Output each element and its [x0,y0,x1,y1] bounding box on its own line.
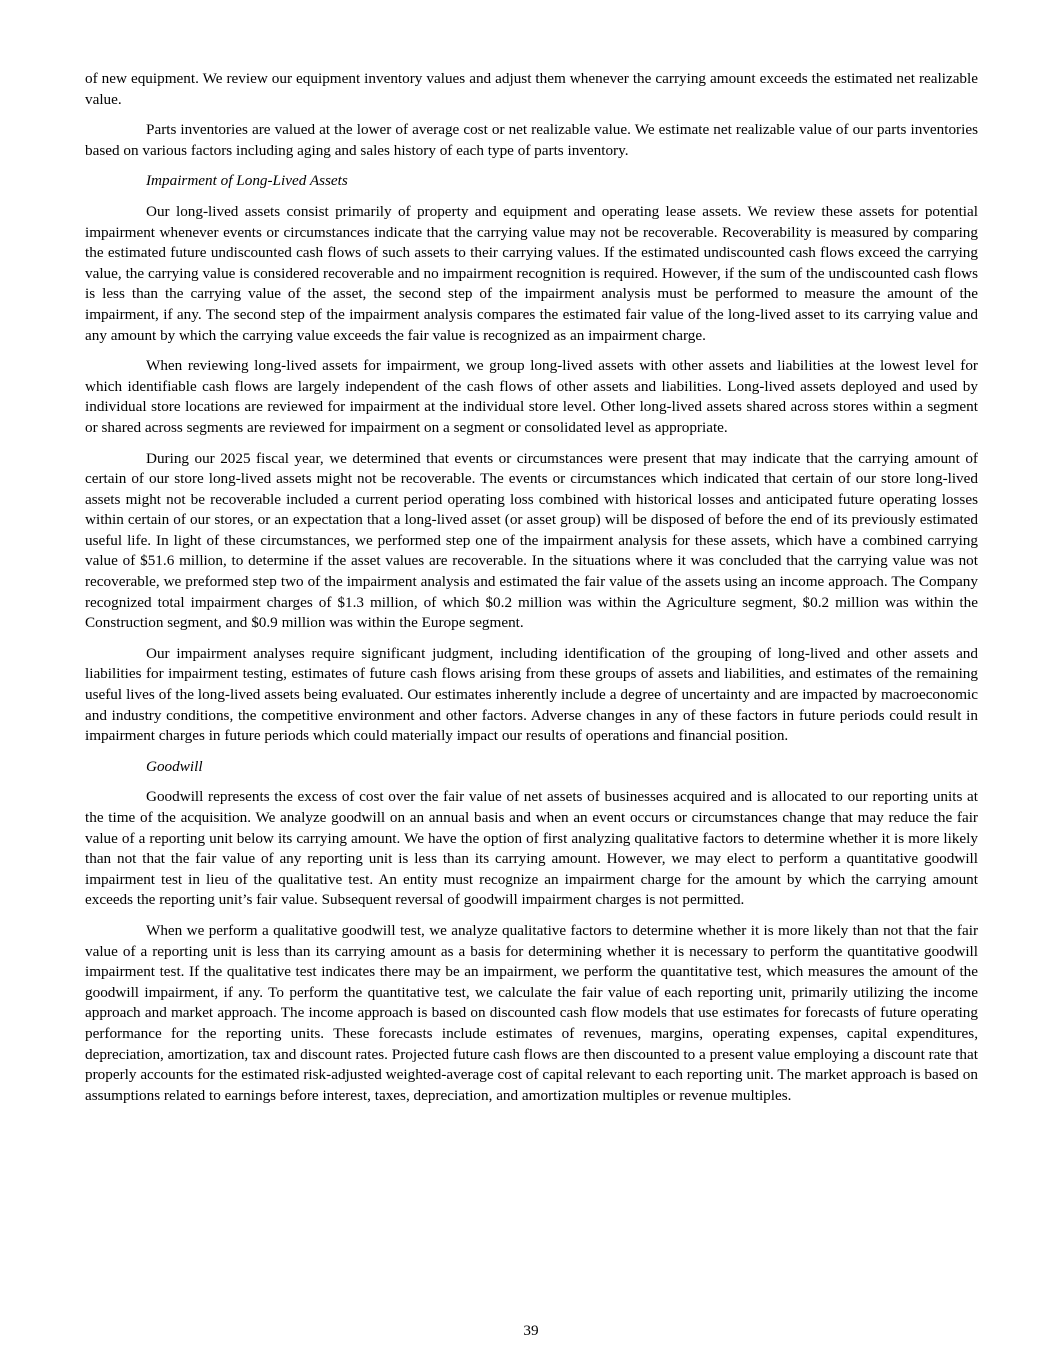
section-heading-impairment-long-lived-assets: Impairment of Long-Lived Assets [146,172,348,190]
paragraph-parts-inventories: Parts inventories are valued at the lower of average cost or net realizable value. We estimate net realizable value of our parts inventories based on various factors including aging and sales history of each type of parts inventory. [85,121,978,159]
paragraph-qualitative-goodwill-test: When we perform a qualitative goodwill test, we analyze qualitative factors to determine whether it is more likely than not that the fair value of a reporting unit is less than its carrying amount as a basis for determining whether it is necessary to perform the quantitative goodwill impairment test. If the qualitative test indicates there may be an impairment, we perform the quantitative test, which measures the amount of the goodwill impairment, if any. To perform the quantitative test, we calculate the fair value of each reporting unit, primarily utilizing the income approach and market approach. The income approach is based on discounted cash flow models that use estimates for forecasts of future operating performance for the reporting units. These forecasts include estimates of revenues, margins, operating expenses, capital expenditures, depreciation, amortization, tax and discount rates. Projected future cash flows are then discounted to a present value employing a discount rate that properly accounts for the estimated risk-adjusted weighted-average cost of capital relevant to each reporting unit. The market approach is based on assumptions related to earnings before interest, taxes, depreciation, and amortization multiples or revenue multiples. [85,921,978,1104]
paragraph-long-lived-assets: Our long-lived assets consist primarily of property and equipment and operating lease assets. We review these assets for potential impairment whenever events or circumstances indicate that the carrying value may not be recoverable. Recoverability is measured by comparing the estimated future undiscounted cash flows of such assets to their carrying values. If the estimated undiscounted cash flows exceed the carrying value, the carrying value is considered recoverable and no impairment recognition is required. However, if the sum of the undiscounted cash flows is less than the carrying value of the asset, the second step of the impairment analysis must be performed to measure the amount of the impairment, if any. The second step of the impairment analysis compares the estimated fair value of the long-lived asset to its carrying value and any amount by which the carrying value exceeds the fair value is recognized as an impairment charge. [85,202,978,344]
paragraph-goodwill-definition: Goodwill represents the excess of cost over the fair value of net assets of businesses acquired and is allocated to our reporting units at the time of the acquisition. We analyze goodwill on an annual basis and when an event occurs or circumstances change that may reduce the fair value of a reporting unit below its carrying amount. We have the option of first analyzing qualitative factors to determine whether it is more likely than not that the fair value of any reporting unit is less than its carrying amount. However, we may elect to perform a quantitative goodwill impairment test in lieu of the qualitative test. An entity must recognize an impairment charge for the amount by which the carrying amount exceeds the reporting unit’s fair value. Subsequent reversal of goodwill impairment charges is not permitted. [85,788,978,909]
document-page [85,69,978,1116]
paragraph-fiscal-2025-impairment: During our 2025 fiscal year, we determined that events or circumstances were present that may indicate that the carrying amount of certain of our store long-lived assets might not be recoverable. The events or circumstances which indicated that certain of our store long-lived assets might not be recoverable included a current period operating loss combined with historical losses and anticipated future operating losses within certain of our stores, or an expectation that a long-lived asset (or asset group) will be disposed of before the end of its previously estimated useful life. In light of these circumstances, we performed step one of the impairment analysis for these assets, which have a combined carrying value of $51.6 million, to determine if the asset values are recoverable. In the situations where it was concluded that the carrying value was not recoverable, we preformed step two of the impairment analysis and estimated the fair value of the assets using an income approach. The Company recognized total impairment charges of $1.3 million, of which $0.2 million was within the Agriculture segment, $0.2 million was within the Construction segment, and $0.9 million was within the Europe segment. [85,449,978,632]
paragraph-asset-grouping: When reviewing long-lived assets for impairment, we group long-lived assets with other assets and liabilities at the lowest level for which identifiable cash flows are largely independent of the cash flows of other assets and liabilities. Long-lived assets deployed and used by individual store locations are reviewed for impairment at the individual store level. Other long-lived assets shared across stores within a segment or shared across segments are reviewed for impairment on a segment or consolidated level as appropriate. [85,357,978,436]
paragraph-inventory-continuation: of new equipment. We review our equipment inventory values and adjust them whenever the carrying amount exceeds the estimated net realizable value. [85,70,978,108]
section-heading-goodwill: Goodwill [146,757,203,775]
paragraph-impairment-judgment: Our impairment analyses require significant judgment, including identification of the grouping of long-lived and other assets and liabilities for impairment testing, estimates of future cash flows arising from these groups of assets and liabilities, and estimates of the remaining useful lives of the long-lived assets being evaluated. Our estimates inherently include a degree of uncertainty and are impacted by macroeconomic and industry conditions, the competitive environment and other factors. Adverse changes in any of these factors in future periods could result in impairment charges in future periods which could materially impact our results of operations and financial position. [85,644,978,745]
page-number: 39 [523,1322,539,1339]
